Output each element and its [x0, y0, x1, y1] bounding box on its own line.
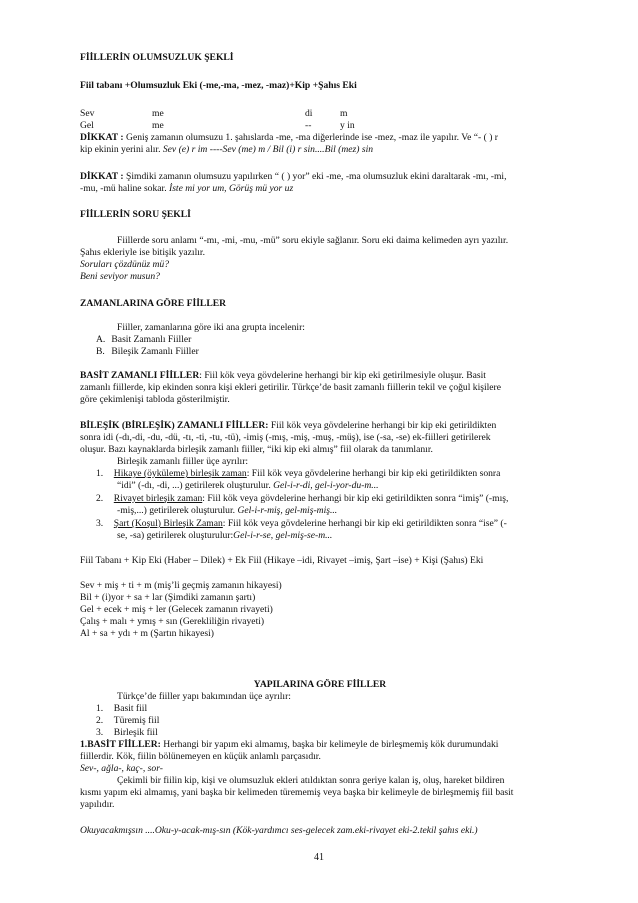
heading-yapi: YAPILARINA GÖRE FİİLLER [253, 679, 387, 690]
heading-zaman: ZAMANLARINA GÖRE FİİLLER [80, 298, 227, 309]
dikkat-2-line-2: -mu, -mü haline sokar. İste mi yor um, Görüş mü yor uz [80, 183, 294, 194]
cekimli-line-3: yapılıdır. [80, 799, 115, 810]
list-item-continuation: -miş,...) getirilerek oluşturulur. Gel-i-r-miş, gel-miş-miş... [117, 505, 338, 516]
zaman-intro: Fiiller, zamanlarına göre iki ana grupta incelenir: [117, 322, 305, 333]
example-line: Bil + (i)yor + sa + lar (Şimdiki zamanın şartı) [80, 592, 256, 603]
basit-zamanli-line-2: zamanlı fiillerde, kip ekinden sonra kişi ekleri getirilir. Türkçe’de basit zamanlı fiillerin tekil ve çoğul kişilere [80, 382, 502, 393]
heading-soru: FİİLLERİN SORU ŞEKLİ [80, 209, 191, 220]
bilesik-zamanli-line-1: BİLEŞİK (BİRLEŞİK) ZAMANLI FİİLLER: Fiil kök veya gövdelerine herhangi bir kip eki getirildikten [80, 420, 497, 431]
list-item-continuation: “idi” (-dı, -di, ...) getirilerek oluşturulur. Gel-i-r-di, gel-i-yor-du-m... [117, 480, 379, 491]
soru-example-1: Soruları çözdünüz mü? [80, 259, 170, 270]
basit-fiil-example: Sev-, ağla-, kaç-, sor- [80, 763, 163, 774]
basit-fiil-line-2: fiillerdir. Kök, fiilin bölünemeyen en küçük anlamlı parçasıdır. [80, 751, 321, 762]
list-item: 2. Türemiş fiil [96, 715, 160, 726]
basit-zamanli-line-3: göre çekimlenişi tabloda gösterilmiştir. [80, 394, 230, 405]
list-item: 3. Birleşik fiil [96, 727, 158, 738]
bilesik-zamanli-line-2: sonra idi (-dı,-di, -du, -dü, -tı, -ti, -tu, -tü), -imiş (-mış, -miş, -muş, -müş), ise (-sa, -se) ek-fiilleri getirilerek [80, 432, 491, 443]
list-item: 1. Basit fiil [96, 703, 148, 714]
cekimli-line-2: kısmı yapım eki almamış, yani başka bir kelimeden türememiş veya başka bir kelimeyle de birleşmemiş fiil basit [80, 787, 514, 798]
example-line: Sev + miş + ti + m (miş’li geçmiş zamanın hikayesi) [80, 580, 282, 591]
list-item: 1. Hikaye (öyküleme) birleşik zaman: Fiil kök veya gövdelerine herhangi bir kip eki getirildikten sonra [96, 468, 501, 479]
dikkat-1-line-1: DİKKAT : Geniş zamanın olumsuzu 1. şahıslarda -me, -ma diğerlerinde ise -mez, -maz ile yapılır. Ve “- ( ) r [80, 132, 499, 143]
list-item: 2. Rivayet birleşik zaman: Fiil kök veya gövdelerine herhangi bir kip eki getirildikten sonra “imiş” (-mış, [96, 493, 509, 504]
dikkat-2-line-1: DİKKAT : Şimdiki zamanın olumsuzu yapılırken “ ( ) yor” eki -me, -ma olumsuzluk ekini daraltarak -mı, -mi, [80, 171, 507, 182]
document-page: FİİLLERİN OLUMSUZLUK ŞEKLİ Fiil tabanı +Olumsuzluk Eki (-me,-ma, -mez, -maz)+Kip +Şahıs Eki Sev me di m Gel me -- y in DİKKAT : Geniş zamanın olumsuzu 1. şahıslarda -me, -ma diğerlerinde ise -mez, -maz ile yapılır. Ve “- ( ) r kip ekinin yerini alır. Sev (e) r im ----Sev (me) m / Bil (i) r sin....Bil (mez) sin DİKKAT : Şimdiki zamanın olumsuzu yapılırken “ ( ) yor” eki -me, -ma olumsuzluk ekini daraltarak -mı, -mi, -mu, -mü haline sokar. İste mi yor um, Görüş mü yor uz FİİLLERİN SORU ŞEKLİ Fiillerde soru anlamı “-mı, -mi, -mu, -mü” soru ekiyle sağlanır. Soru eki daima kelimeden ayrı yazılır. Şahıs ekleriyle ise bitişik yazılır. Soruları çözdünüz mü? Beni seviyor musun? ZAMANLARINA GÖRE FİİLLER Fiiller, zamanlarına göre iki ana grupta incelenir: A. Basit Zamanlı Fiiller B. Bileşik Zamanlı Fiiller BASİT ZAMANLI FİİLLER: Fiil kök veya gövdelerine herhangi bir kip eki getirilmesiyle oluşur. Basit zamanlı fiillerde, kip ekinden sonra kişi ekleri getirilir. Türkçe’de basit zamanlı fiillerin tekil ve çoğul kişilere göre çekimlenişi tabloda gösterilmiştir. BİLEŞİK (BİRLEŞİK) ZAMANLI FİİLLER: Fiil kök veya gövdelerine herhangi bir kip eki getirildikten sonra idi (-dı,-di, -du, -dü, -tı, -ti, -tu, -tü), -imiş (-mış, -miş, -muş, -müş), ise (-sa, -se) ek-fiilleri getirilerek oluşur. Bazı kaynaklarda birleşik zamanlı fiiller, “iki kip eki almış” fiil olarak da tanımlanır. Birleşik zamanlı fiiller üçe ayrılır: 1. Hikaye (öyküleme) birleşik zaman: Fiil kök veya gövdelerine herhangi bir kip eki getirildikten sonra “idi” (-dı, -di, ...) getirilerek oluşturulur. Gel-i-r-di, gel-i-yor-du-m... 2. Rivayet birleşik zaman: Fiil kök veya gövdelerine herhangi bir kip eki getirildikten sonra “imiş” (-mış, -miş,...) getirilerek oluşturulur. Gel-i-r-miş, gel-miş-miş... 3. Şart (Koşul) Birleşik Zaman: Fiil kök veya gövdelerine herhangi bir kip eki getirildikten sonra “ise” (- se, -sa) getirilerek oluşturulur:Gel-i-r-se, gel-miş-se-m... Fiil Tabanı + Kip Eki (Haber – Dilek) + Ek Fiil (Hikaye –idi, Rivayet –imiş, Şart –ise) + Kişi (Şahıs) Eki Sev + miş + ti + m (miş’li geçmiş zamanın hikayesi) Bil + (i)yor + sa + lar (Şimdiki zamanın şartı) Gel + ecek + miş + ler (Gelecek zamanın rivayeti) Çalış + malı + ymış + sın (Gerekliliğin rivayeti) Al + sa + ydı + m (Şartın hikayesi) YAPILARINA GÖRE FİİLLER Türkçe’de fiiller yapı bakımından üçe ayrılır: 1. Basit fiil 2. Türemiş fiil 3. Birleşik fiil 1.BASİT FİİLLER: Herhangi bir yapım eki almamış, başka bir kelimeyle de birleşmemiş kök durumundaki fiillerdir. Kök, fiilin bölünemeyen en küçük anlamlı parçasıdır. Sev-, ağla-, kaç-, sor- Çekimli bir fiilin kip, kişi ve olumsuzluk ekleri atıldıktan sonra geriye kalan iş, oluş, hareket bildiren kısmı yapım eki almamış, yani başka bir kelimeden türememiş veya başka bir kelimeyle de birleşmemiş fiil basit yapılıdır. Okuyacakmışsın ....Oku-y-acak-mış-sın (Kök-yardımcı ses-gelecek zam.eki-rivayet eki-2.tekil şahıs eki.) 41 [0, 0, 638, 903]
list-item-continuation: se, -sa) getirilerek oluşturulur:Gel-i-r-se, gel-miş-se-m... [117, 530, 333, 541]
bilesik-zamanli-line-3: oluşur. Bazı kaynaklarda birleşik zamanlı fiiller, “iki kip eki almış” fiil olarak da tanımlanır. [80, 444, 433, 455]
soru-paragraph-line-2: Şahıs ekleriyle ise bitişik yazılır. [80, 247, 205, 258]
list-item: 3. Şart (Koşul) Birleşik Zaman: Fiil kök veya gövdelerine herhangi bir kip eki getirildikten sonra “ise” (- [96, 518, 507, 529]
heading-olumsuzluk: FİİLLERİN OLUMSUZLUK ŞEKLİ [80, 52, 234, 63]
list-item: A. Basit Zamanlı Fiiller [96, 334, 192, 345]
formula-bilesik: Fiil Tabanı + Kip Eki (Haber – Dilek) + Ek Fiil (Hikaye –idi, Rivayet –imiş, Şart –ise) + Kişi (Şahıs) Eki [80, 555, 484, 566]
bilesik-sub-intro: Birleşik zamanlı fiiller üçe ayrılır: [117, 456, 249, 467]
example-line: Gel + ecek + miş + ler (Gelecek zamanın rivayeti) [80, 604, 273, 615]
example-line: Çalış + malı + ymış + sın (Gerekliliğin rivayeti) [80, 616, 265, 627]
basit-zamanli-line-1: BASİT ZAMANLI FİİLLER: Fiil kök veya gövdelerine herhangi bir kip eki getirilmesiyle oluşur. Basit [80, 370, 486, 381]
last-example: Okuyacakmışsın ....Oku-y-acak-mış-sın (Kök-yardımcı ses-gelecek zam.eki-rivayet eki-2.tekil şahıs eki.) [80, 825, 478, 836]
yapi-intro: Türkçe’de fiiller yapı bakımından üçe ayrılır: [117, 691, 291, 702]
soru-paragraph-line-1: Fiillerde soru anlamı “-mı, -mi, -mu, -mü” soru ekiyle sağlanır. Soru eki daima kelimeden ayrı yazılır. [117, 235, 509, 246]
cekimli-line-1: Çekimli bir fiilin kip, kişi ve olumsuzluk ekleri atıldıktan sonra geriye kalan iş, oluş, hareket bildiren [117, 775, 505, 786]
basit-fiil-line-1: 1.BASİT FİİLLER: Herhangi bir yapım eki almamış, başka bir kelimeyle de birleşmemiş kök durumundaki [80, 739, 499, 750]
formula-olumsuzluk: Fiil tabanı +Olumsuzluk Eki (-me,-ma, -mez, -maz)+Kip +Şahıs Eki [80, 80, 357, 91]
dikkat-1-line-2: kip ekinin yerini alır. Sev (e) r im ----Sev (me) m / Bil (i) r sin....Bil (mez) sin [80, 144, 374, 155]
page-number: 41 [314, 852, 324, 863]
example-line: Al + sa + ydı + m (Şartın hikayesi) [80, 628, 215, 639]
soru-example-2: Beni seviyor musun? [80, 271, 160, 282]
list-item: B. Bileşik Zamanlı Fiiller [96, 346, 199, 357]
